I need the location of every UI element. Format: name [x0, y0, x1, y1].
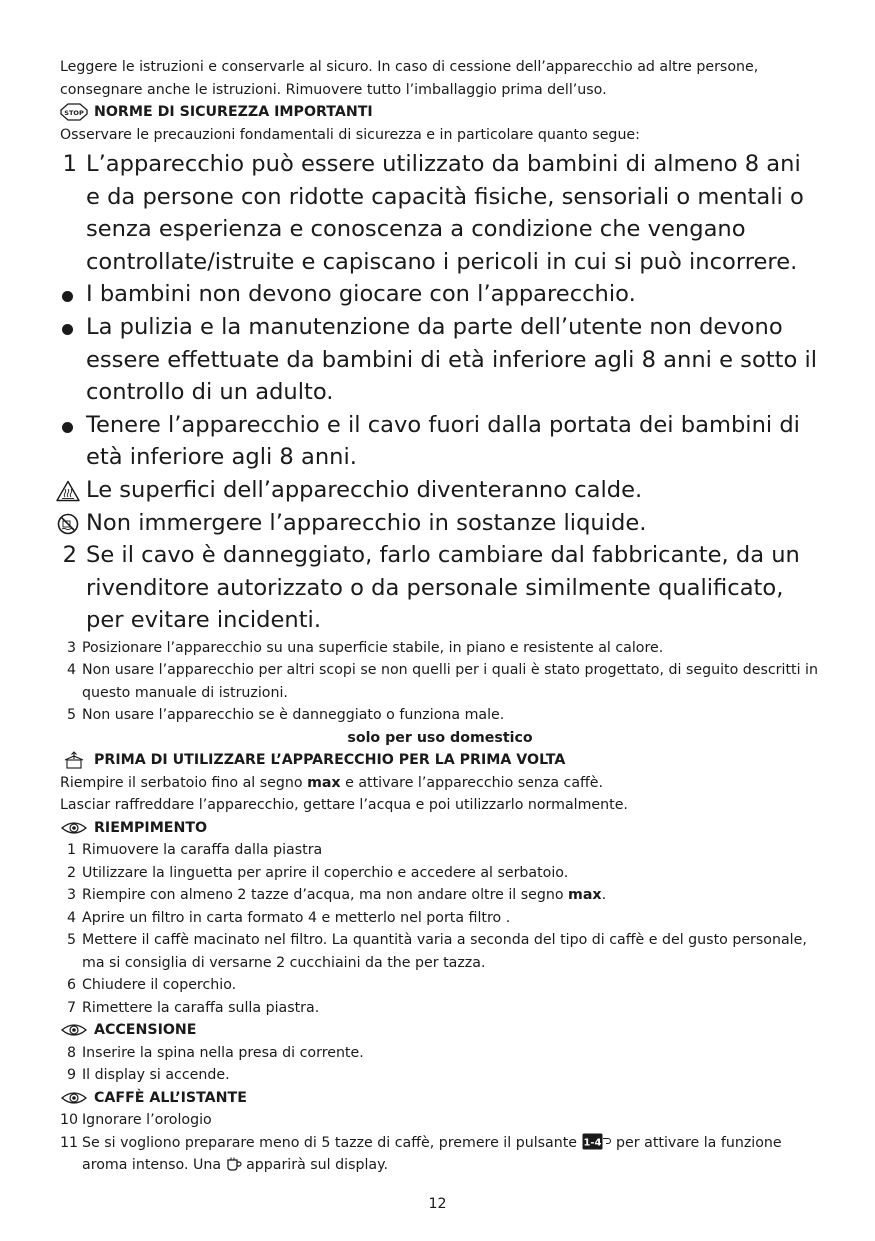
hot-surface-warning [60, 474, 820, 507]
bullet-text: I bambini non devono giocare con l’apparecchio. [86, 281, 636, 308]
item-text: Non usare l’apparecchio per altri scopi se non quelli per i quali è stato progettato, di seguito descritti in questo manuale di istruzioni. [82, 662, 818, 701]
text-part: Riempire il serbatoio fino al segno [60, 774, 308, 791]
filling-step [60, 929, 820, 974]
page-number: 12 [428, 1196, 447, 1212]
eye-icon [60, 1089, 88, 1107]
step-text: Riempire con almeno 2 tazze d’acqua, ma non andare oltre il segno [82, 887, 569, 904]
safety-bullet [60, 409, 820, 474]
filling-step [60, 884, 820, 907]
step-text: Inserire la spina nella presa di corrente. [82, 1044, 364, 1061]
step-number: 7 [66, 999, 76, 1016]
step-text: Il display si accende. [82, 1067, 230, 1084]
max-mark-text: max [307, 774, 341, 791]
power-step [60, 1042, 820, 1065]
safety-item-5 [60, 704, 820, 727]
item-text: Non usare l’apparecchio se è danneggiato o funziona male. [82, 707, 505, 724]
step-text: Utilizzare la linguetta per aprire il coperchio e accedere al serbatoio. [82, 864, 569, 881]
bullet-icon [62, 291, 73, 302]
step-number: 2 [66, 864, 76, 881]
hot-surface-text: Le superfici dell’apparecchio diventeranno calde. [86, 476, 643, 503]
aroma-button-label: 1-4 [582, 1137, 602, 1149]
stop-icon [60, 103, 88, 121]
hot-surface-icon [56, 480, 80, 502]
step-number: 5 [66, 932, 76, 949]
first-use-line-1 [60, 772, 820, 795]
filling-heading [60, 817, 820, 840]
item-number: 4 [66, 662, 76, 679]
bullet-text: La pulizia e la manutenzione da parte dell’utente non devono essere effettuate da bambini di età inferiore agli 8 anni e sotto il controllo di un adulto. [86, 313, 818, 406]
step-number: 8 [66, 1044, 76, 1061]
item-number: 2 [62, 542, 77, 569]
item-text: L’apparecchio può essere utilizzato da bambini di almeno 8 ani e da persone con ridotte capacità fisiche, sensoriali o mentali o senza esperienza e conoscenza a condizione che vengano controllate/istruite e capiscano i pericoli in cui si può incorrere. [86, 151, 804, 275]
no-immersion-text: Non immergere l’apparecchio in sostanze liquide. [86, 509, 647, 536]
unpack-box-icon [60, 751, 88, 769]
stop-icon-text: STOP [64, 109, 84, 117]
safety-heading-text: NORME DI SICUREZZA IMPORTANTI [94, 104, 373, 120]
instant-coffee-heading [60, 1087, 820, 1110]
step-text: . [601, 887, 607, 904]
step-number: 1 [66, 842, 76, 859]
item-text: Se il cavo è danneggiato, farlo cambiare dal fabbricante, da un rivenditore autorizzato o da personale similmente qualificato, per evitare incidenti. [86, 542, 800, 634]
safety-item-1 [60, 148, 820, 278]
cup-icon [226, 1156, 242, 1172]
safety-bullet [60, 278, 820, 311]
no-immersion-icon [56, 513, 80, 535]
manual-page [60, 56, 820, 1177]
item-number: 5 [66, 707, 76, 724]
filling-step [60, 907, 820, 930]
step-number: 4 [66, 909, 76, 926]
step-text: Rimettere la caraffa sulla piastra. [82, 999, 320, 1016]
max-mark-text: max [568, 887, 602, 904]
step-number: 6 [66, 977, 76, 994]
eye-icon [60, 1021, 88, 1039]
step-number: 10 [60, 1112, 79, 1129]
step-text: Mettere il caffè macinato nel filtro. La quantità varia a seconda del tipo di caffè e del gusto personale, ma si consiglia di versarne 2 cucchiaini da the per tazza. [82, 932, 807, 971]
item-text: Posizionare l’apparecchio su una superficie stabile, in piano e resistente al calore. [82, 639, 664, 656]
step-text: Chiudere il coperchio. [82, 977, 237, 994]
step-text: apparirà sul display. [246, 1157, 388, 1174]
bullet-text: Tenere l’apparecchio e il cavo fuori dalla portata dei bambini di età inferiore agli 8 anni. [86, 411, 800, 471]
bullet-icon [62, 422, 73, 433]
filling-step [60, 997, 820, 1020]
safety-heading [60, 101, 820, 124]
bullet-icon [62, 324, 73, 335]
filling-heading-text: RIEMPIMENTO [94, 819, 208, 836]
power-heading [60, 1019, 820, 1042]
filling-step [60, 862, 820, 885]
instant-step [60, 1132, 820, 1177]
step-text: Aprire un filtro in carta formato 4 e metterlo nel porta filtro . [82, 909, 511, 926]
step-number: 3 [66, 887, 76, 904]
text-part: e attivare l’apparecchio senza caffè. [340, 774, 604, 791]
safety-item-2 [60, 539, 820, 637]
step-text: Ignorare l’orologio [82, 1112, 212, 1129]
power-heading-text: ACCENSIONE [94, 1022, 197, 1039]
step-text: Se si vogliono preparare meno di 5 tazze di caffè, premere il pulsante [82, 1134, 582, 1151]
filling-step [60, 839, 820, 862]
aroma-button-icon [582, 1133, 612, 1150]
first-use-line-2: Lasciar raffreddare l’apparecchio, gettare l’acqua e poi utilizzarlo normalmente. [60, 797, 628, 814]
no-immersion-warning [60, 507, 820, 540]
step-text: per attivare la funzione aroma intenso. Una [82, 1134, 782, 1174]
instant-coffee-heading-text: CAFFÈ ALL’ISTANTE [94, 1089, 247, 1106]
safety-lead: Osservare le precauzioni fondamentali di sicurezza e in particolare quanto segue: [60, 126, 640, 143]
safety-item-4 [60, 659, 820, 704]
intro-paragraph: Leggere le istruzioni e conservarle al sicuro. In caso di cessione dell’apparecchio ad altre persone, consegnare anche le istruzioni. Rimuovere tutto l’imballaggio prima dell’uso. [60, 59, 759, 98]
instant-step [60, 1109, 820, 1132]
power-step [60, 1064, 820, 1087]
step-number: 11 [60, 1134, 79, 1151]
step-text: Rimuovere la caraffa dalla piastra [82, 842, 323, 859]
filling-step [60, 974, 820, 997]
eye-icon [60, 819, 88, 837]
first-use-heading [60, 749, 820, 772]
item-number: 1 [62, 151, 77, 177]
safety-bullet [60, 311, 820, 409]
domestic-use-note: solo per uso domestico [347, 729, 533, 746]
safety-item-3 [60, 637, 820, 660]
first-use-heading-text: PRIMA DI UTILIZZARE L’APPARECCHIO PER LA PRIMA VOLTA [94, 752, 566, 769]
step-number: 9 [66, 1067, 76, 1084]
item-number: 3 [66, 639, 76, 656]
